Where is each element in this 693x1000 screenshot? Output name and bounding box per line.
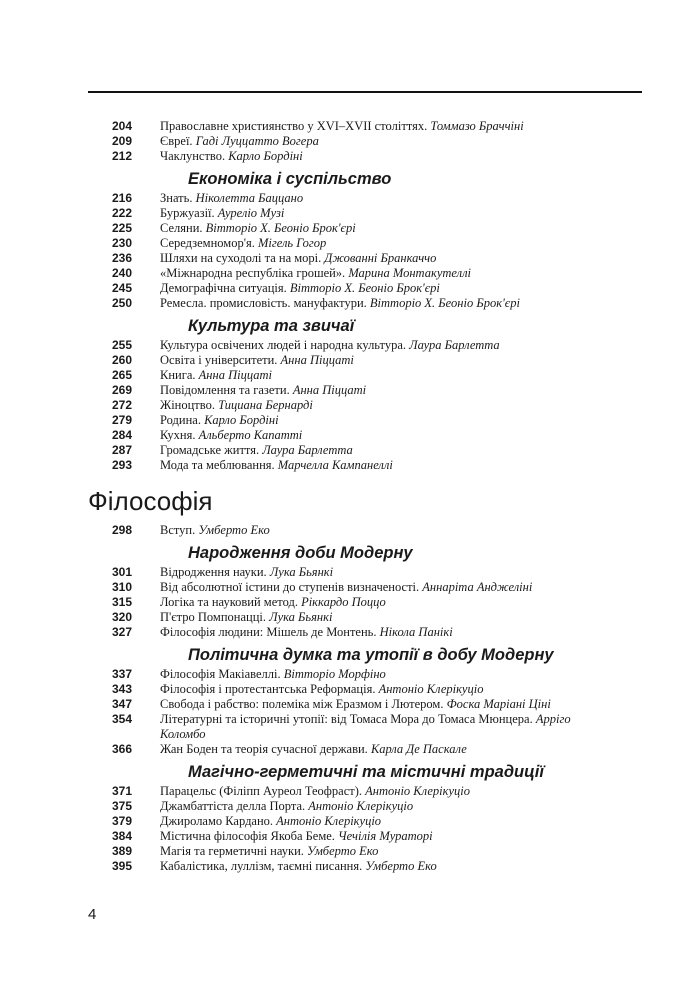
entry-author: Чечілія Мураторі (338, 829, 433, 843)
entry-text (160, 368, 580, 383)
subheading-birth-of-modernity: Народження доби Модерну (188, 544, 413, 562)
entry-text (160, 353, 580, 368)
toc-entry (0, 296, 693, 311)
entry-text (160, 667, 580, 682)
page-ref: 209 (111, 134, 132, 148)
toc-entry (0, 266, 693, 281)
entry-text (160, 281, 580, 296)
entry-text (160, 814, 580, 829)
entry-author: Лаура Барлетта (409, 338, 500, 352)
entry-text (160, 119, 580, 134)
entry-title: Філософія людини: Мішель де Монтень. (160, 625, 380, 639)
entry-author: Умберто Еко (307, 844, 379, 858)
entry-title: Родина. (160, 413, 205, 427)
page-ref: 245 (111, 281, 132, 295)
entry-author: Анна Піццаті (292, 383, 367, 397)
entry-author: Вітторіо Х. Беоніо Брок'єрі (369, 296, 520, 310)
entry-title: Чаклунство. (160, 149, 229, 163)
entry-author: Тициана Бернарді (218, 398, 313, 412)
entry-title: Кабалістика, луллізм, таємні писання. (160, 859, 366, 873)
page-ref: 287 (111, 443, 132, 457)
entry-author: Вітторіо Х. Беоніо Брок'єрі (289, 281, 440, 295)
entry-text (160, 829, 580, 844)
toc-entry (0, 784, 693, 799)
entry-text (160, 428, 580, 443)
entry-title: Джамбаттіста делла Порта. (160, 799, 309, 813)
toc-group (0, 338, 693, 473)
subheading-economy: Економіка і суспільство (188, 170, 392, 188)
entry-author: Антоніо Клерікуціо (308, 799, 414, 813)
entry-author: Джованні Бранкаччо (324, 251, 437, 265)
entry-text (160, 149, 580, 164)
page-ref: 230 (111, 236, 132, 250)
entry-author: Антоніо Клерікуціо (276, 814, 382, 828)
entry-title: Жан Боден та теорія сучасної держави. (160, 742, 371, 756)
section-title-philosophy: Філософія (88, 486, 213, 516)
toc-group (0, 784, 693, 874)
toc-entry (0, 610, 693, 625)
page-ref: 301 (111, 565, 132, 579)
page-ref: 343 (111, 682, 132, 696)
page-ref: 265 (111, 368, 132, 382)
page-ref: 222 (111, 206, 132, 220)
entry-author: Фоска Маріані Ціні (446, 697, 551, 711)
entry-title: Повідомлення та газети. (160, 383, 293, 397)
page-ref: 320 (111, 610, 132, 624)
entry-author: Антоніо Клерікуціо (365, 784, 471, 798)
entry-title: Культура освічених людей і народна культура. (160, 338, 410, 352)
entry-title: Містична філософія Якоба Беме. (160, 829, 339, 843)
toc-group (0, 191, 693, 311)
entry-author: Мігель Гогор (257, 236, 327, 250)
entry-title: Шляхи на суходолі та на морі. (160, 251, 325, 265)
entry-author: Лука Бьянкі (269, 565, 334, 579)
entry-title: Логіка та науковий метод. (160, 595, 302, 609)
toc-entry (0, 742, 693, 757)
top-rule (88, 91, 642, 93)
entry-title: Освіта і університети. (160, 353, 281, 367)
page-number: 4 (88, 906, 97, 923)
page-ref: 315 (111, 595, 132, 609)
page-ref: 375 (111, 799, 132, 813)
entry-text (160, 595, 580, 610)
page-ref: 284 (111, 428, 132, 442)
entry-text (160, 398, 580, 413)
entry-text (160, 580, 580, 595)
page-ref: 354 (111, 712, 132, 726)
toc-entry (0, 134, 693, 149)
entry-text (160, 523, 580, 538)
entry-title: Громадське життя. (160, 443, 263, 457)
entry-text (160, 859, 580, 874)
entry-author: Вітторіо Х. Беоніо Брок'єрі (205, 221, 356, 235)
page-ref: 310 (111, 580, 132, 594)
toc-entry (0, 799, 693, 814)
entry-title: Мода та меблювання. (160, 458, 278, 472)
entry-title: Філософія Макіавеллі. (160, 667, 284, 681)
toc-entry (0, 712, 693, 742)
page-ref: 379 (111, 814, 132, 828)
entry-author: Гаді Луццатто Вогера (195, 134, 319, 148)
entry-text (160, 784, 580, 799)
toc-entry (0, 413, 693, 428)
entry-author: Ріккардо Поццо (301, 595, 386, 609)
entry-title: «Міжнародна республіка грошей». (160, 266, 349, 280)
toc-entry (0, 149, 693, 164)
toc-entry (0, 398, 693, 413)
toc-entry (0, 667, 693, 682)
entry-text (160, 191, 580, 206)
entry-author: Альберто Капатті (198, 428, 303, 442)
entry-text (160, 625, 580, 640)
entry-author: Анна Піццаті (198, 368, 272, 382)
entry-author: Умберто Еко (198, 523, 270, 537)
entry-text (160, 565, 580, 580)
entry-text (160, 799, 580, 814)
entry-author: Аннаріта Анджеліні (422, 580, 533, 594)
entry-title: Православне християнство у XVI–XVII століттях. (160, 119, 431, 133)
entry-author: Марина Монтакутеллі (348, 266, 472, 280)
entry-text (160, 338, 580, 353)
toc-group (0, 119, 693, 164)
entry-author: Антоніо Клерікуціо (378, 682, 484, 696)
entry-title: Магія та герметичні науки. (160, 844, 308, 858)
toc-group (0, 523, 693, 538)
entry-author: Нікола Панікі (379, 625, 453, 639)
entry-title: Літературні та історичні утопії: від Томаса Мора до Томаса Мюнцера. (160, 712, 536, 726)
subheading-culture: Культура та звичаї (188, 317, 355, 335)
entry-title: Буржуазії. (160, 206, 218, 220)
toc-entry (0, 368, 693, 383)
entry-text (160, 383, 580, 398)
entry-title: Демографічна ситуація. (160, 281, 290, 295)
entry-author: Карло Бордіні (204, 413, 279, 427)
toc-entry (0, 814, 693, 829)
entry-author: Лаура Барлетта (262, 443, 353, 457)
toc-entry (0, 580, 693, 595)
entry-title: Євреї. (160, 134, 196, 148)
page-ref: 293 (111, 458, 132, 472)
entry-text (160, 458, 580, 473)
entry-author: Ауреліо Музі (217, 206, 285, 220)
entry-text (160, 712, 580, 742)
entry-author: Анна Піццаті (280, 353, 354, 367)
entry-title: Кухня. (160, 428, 199, 442)
entry-title: Знать. (160, 191, 196, 205)
entry-title: Ремесла. промисловість. мануфактури. (160, 296, 370, 310)
page-ref: 240 (111, 266, 132, 280)
entry-author: Карла Де Паскале (370, 742, 467, 756)
toc-entry (0, 251, 693, 266)
page-ref: 255 (111, 338, 132, 352)
toc-entry (0, 458, 693, 473)
entry-text (160, 443, 580, 458)
entry-title: Жіноцтво. (160, 398, 219, 412)
entry-title: П'єтро Помпонацці. (160, 610, 270, 624)
toc-entry (0, 859, 693, 874)
toc-entry (0, 697, 693, 712)
page-ref: 366 (111, 742, 132, 756)
toc-entry (0, 281, 693, 296)
entry-text (160, 221, 580, 236)
page-ref: 225 (111, 221, 132, 235)
entry-text (160, 697, 580, 712)
entry-text (160, 134, 580, 149)
toc-entry (0, 338, 693, 353)
page-ref: 395 (111, 859, 132, 873)
toc-entry (0, 595, 693, 610)
entry-text (160, 236, 580, 251)
entry-author: Карло Бордіні (228, 149, 303, 163)
entry-text (160, 610, 580, 625)
page-ref: 371 (111, 784, 132, 798)
toc-entry (0, 844, 693, 859)
page-ref: 250 (111, 296, 132, 310)
entry-title: Відродження науки. (160, 565, 270, 579)
page-ref: 347 (111, 697, 132, 711)
page-ref: 272 (111, 398, 132, 412)
toc-entry (0, 428, 693, 443)
page-ref: 337 (111, 667, 132, 681)
page-ref: 260 (111, 353, 132, 367)
toc-group (0, 565, 693, 640)
page-ref: 279 (111, 413, 132, 427)
toc-entry (0, 353, 693, 368)
page-ref: 269 (111, 383, 132, 397)
page-ref: 216 (111, 191, 132, 205)
page-ref: 204 (111, 119, 132, 133)
table-of-contents (0, 119, 693, 874)
entry-title: Книга. (160, 368, 199, 382)
entry-title: Селяни. (160, 221, 206, 235)
entry-title: Філософія і протестантська Реформація. (160, 682, 379, 696)
entry-text (160, 296, 580, 311)
page-ref: 298 (111, 523, 132, 537)
entry-text (160, 413, 580, 428)
toc-entry (0, 221, 693, 236)
toc-group (0, 667, 693, 757)
entry-text (160, 844, 580, 859)
page-ref: 236 (111, 251, 132, 265)
entry-text (160, 251, 580, 266)
entry-author: Лука Бьянкі (269, 610, 333, 624)
page-ref: 327 (111, 625, 132, 639)
toc-entry (0, 565, 693, 580)
page-ref: 389 (111, 844, 132, 858)
toc-entry (0, 236, 693, 251)
toc-entry (0, 829, 693, 844)
entry-text (160, 682, 580, 697)
toc-entry (0, 383, 693, 398)
toc-entry (0, 625, 693, 640)
toc-entry (0, 206, 693, 221)
entry-title: Середземномор'я. (160, 236, 258, 250)
page-ref: 384 (111, 829, 132, 843)
subheading-political-thought: Політична думка та утопії в добу Модерну (188, 646, 554, 664)
toc-entry (0, 682, 693, 697)
entry-title: Парацельс (Філіпп Ауреол Теофраст). (160, 784, 366, 798)
entry-author: Умберто Еко (365, 859, 437, 873)
subheading-magic-traditions: Магічно-герметичні та містичні традиції (188, 763, 544, 781)
entry-author: Марчелла Кампанеллі (277, 458, 393, 472)
entry-title: Вступ. (160, 523, 199, 537)
entry-author: Вітторіо Морфіно (283, 667, 386, 681)
entry-author: Ніколетта Баццано (195, 191, 304, 205)
entry-text (160, 266, 580, 281)
entry-title: Свобода і рабство: полеміка між Еразмом і Лютером. (160, 697, 447, 711)
entry-text (160, 206, 580, 221)
entry-text (160, 742, 580, 757)
page-ref: 212 (111, 149, 132, 163)
toc-entry (0, 119, 693, 134)
entry-author: Томмазо Браччіні (430, 119, 524, 133)
toc-entry (0, 443, 693, 458)
entry-author: Арріго Коломбо (160, 712, 571, 741)
toc-entry (0, 523, 693, 538)
toc-entry (0, 191, 693, 206)
entry-title: Від абсолютної істини до ступенів визначеності. (160, 580, 423, 594)
entry-title: Джироламо Кардано. (160, 814, 277, 828)
